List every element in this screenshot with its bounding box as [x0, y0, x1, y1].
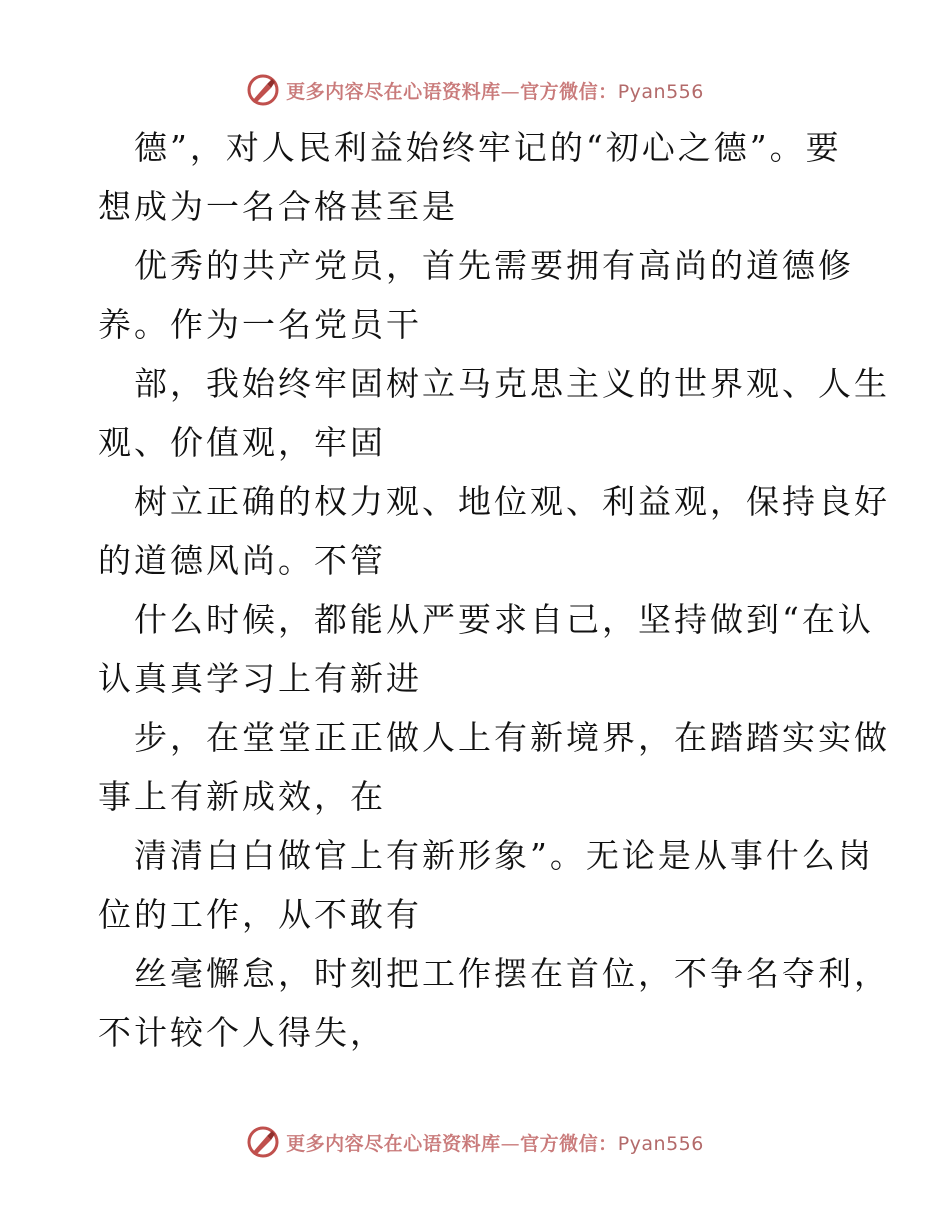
body-line-14: 位的工作，从不敢有	[98, 895, 422, 934]
body-line-4: 养。作为一名党员干	[98, 305, 422, 344]
body-line-5: 部，我始终牢固树立马克思主义的世界观、人生	[134, 364, 890, 403]
pen-logo-icon	[246, 73, 280, 107]
header-site-text: 更多内容尽在心语资料库	[286, 80, 501, 103]
body-line-16: 不计较个人得失，	[98, 1013, 386, 1052]
body-line-10: 认真真学习上有新进	[98, 659, 422, 698]
footer-text	[286, 1129, 704, 1156]
body-line-11: 步，在堂堂正正做人上有新境界，在踏踏实实做	[134, 718, 890, 757]
header-text	[286, 77, 704, 104]
body-line-15: 丝毫懈怠，时刻把工作摆在首位，不争名夺利，	[134, 954, 890, 993]
document-body	[98, 118, 890, 1062]
footer-wechat-label: 官方微信：	[520, 1132, 618, 1155]
body-line-2: 想成为一名合格甚至是	[98, 187, 458, 226]
body-line-9: 什么时候，都能从严要求自己，坚持做到“在认	[134, 600, 874, 639]
footer-wechat-id: Pyan556	[617, 1132, 704, 1155]
body-line-12: 事上有新成效，在	[98, 777, 386, 816]
pen-logo-icon	[246, 1125, 280, 1159]
header-wechat-label: 官方微信：	[520, 80, 618, 103]
header-separator: —	[500, 80, 521, 103]
body-line-1: 德”，对人民利益始终牢记的“初心之德”。要	[134, 128, 842, 167]
footer-site-text: 更多内容尽在心语资料库	[286, 1132, 501, 1155]
header-banner	[0, 68, 950, 112]
footer-separator: —	[500, 1132, 521, 1155]
body-line-8: 的道德风尚。不管	[98, 541, 386, 580]
body-line-7: 树立正确的权力观、地位观、利益观，保持良好	[134, 482, 890, 521]
body-line-13: 清清白白做官上有新形象”。无论是从事什么岗	[134, 836, 874, 875]
body-line-6: 观、价值观，牢固	[98, 423, 386, 462]
footer-banner	[0, 1120, 950, 1164]
header-wechat-id: Pyan556	[617, 80, 704, 103]
body-line-3: 优秀的共产党员，首先需要拥有高尚的道德修	[134, 246, 854, 285]
